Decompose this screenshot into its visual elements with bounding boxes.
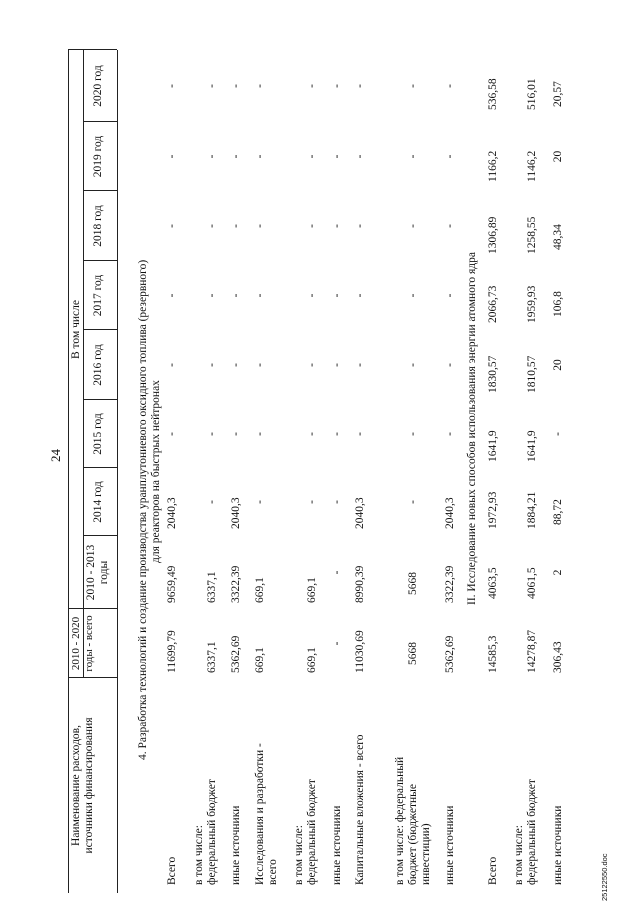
table-top-border — [68, 50, 69, 893]
table-cell: 1884,21 — [526, 491, 538, 529]
table-cell: - — [331, 641, 343, 646]
header-name: Наименование расходов, источники финансирования — [70, 717, 95, 854]
table-cell: - — [206, 84, 218, 88]
table-cell: 1972,93 — [487, 491, 499, 529]
table-cell: - — [407, 154, 419, 159]
table-cell: - — [230, 84, 242, 88]
table-cell: - — [331, 84, 343, 88]
table-cell: - — [444, 293, 456, 298]
table-cell: - — [254, 293, 266, 298]
table-cell: 669,1 — [254, 577, 266, 603]
table-cell: 20,57 — [552, 81, 564, 107]
table-cell: - — [407, 432, 419, 436]
table-cell: 88,72 — [552, 499, 564, 525]
table-cell: - — [206, 500, 218, 504]
header-2020: 2020 год — [92, 65, 104, 107]
row-label: иные источники — [552, 805, 564, 885]
table-cell: 9659,49 — [166, 565, 178, 603]
header-2016: 2016 год — [92, 344, 104, 386]
table-cell: - — [552, 432, 564, 436]
table-cell: - — [230, 154, 242, 159]
page-number: 24 — [48, 449, 63, 462]
row-label: иные источники — [331, 805, 343, 885]
table-cell: - — [444, 154, 456, 159]
table-cell: 14585,3 — [487, 635, 499, 673]
table-cell: - — [254, 224, 266, 228]
table-cell: 1306,89 — [487, 216, 499, 254]
table-cell: - — [306, 500, 318, 504]
table-cell: - — [166, 154, 178, 159]
table-cell: - — [354, 84, 366, 88]
row-label: Исследования и разработки - всего — [254, 743, 279, 885]
row-label: иные источники — [444, 805, 456, 885]
table-cell: 8990,39 — [354, 565, 366, 603]
header-bottom-border — [117, 50, 118, 893]
table-cell: - — [254, 363, 266, 367]
table-cell: 669,1 — [306, 577, 318, 603]
header-2015: 2015 год — [92, 413, 104, 455]
table-cell: 1641,9 — [487, 430, 499, 462]
table-cell: 5668 — [407, 642, 419, 665]
table-cell: - — [230, 432, 242, 436]
table-cell: - — [306, 224, 318, 228]
section-4-title: 4. Разработка технологий и создание производства уранплутониевого оксидного топлива (резервного) — [137, 259, 149, 760]
table-cell: - — [166, 363, 178, 367]
table-cell: - — [254, 154, 266, 159]
table-cell: - — [331, 363, 343, 367]
table-cell: 1146,2 — [526, 150, 538, 182]
table-cell: 14278,87 — [526, 629, 538, 673]
table-cell: - — [306, 293, 318, 298]
table-cell: - — [444, 432, 456, 436]
table-cell: 3322,39 — [444, 565, 456, 603]
table-cell: - — [166, 224, 178, 228]
document-id: 25122550.doc — [600, 853, 609, 901]
table-cell: - — [331, 293, 343, 298]
table-cell: 1810,57 — [526, 355, 538, 393]
table-cell: - — [206, 363, 218, 367]
table-cell: 6337,1 — [206, 571, 218, 603]
table-cell: 1166,2 — [487, 150, 499, 182]
table-cell: - — [166, 84, 178, 88]
table-cell: 20 — [552, 359, 564, 371]
table-cell: 2040,3 — [354, 497, 366, 529]
header-2010-2013: 2010 - 2013 годы — [85, 544, 110, 601]
table-cell: - — [166, 432, 178, 436]
header-2019: 2019 год — [92, 135, 104, 178]
table-cell: - — [354, 363, 366, 367]
table-cell: - — [331, 154, 343, 159]
section-4-title-cont: для реакторов на быстрых нейтронах — [150, 380, 162, 563]
table-cell: - — [354, 224, 366, 228]
table-cell: 1959,93 — [526, 285, 538, 323]
row-label: Капитальные вложения - всего — [354, 734, 366, 885]
table-cell: - — [206, 432, 218, 436]
table-cell: - — [331, 224, 343, 228]
table-cell: - — [206, 224, 218, 228]
table-cell: 1830,57 — [487, 355, 499, 393]
table-cell: 5362,69 — [230, 635, 242, 673]
table-cell: - — [407, 84, 419, 88]
table-cell: 6337,1 — [206, 641, 218, 673]
row-label: иные источники — [230, 805, 242, 885]
row-label: в том числе: федеральный бюджет — [193, 779, 218, 885]
header-total: 2010 - 2020 годы - всего — [70, 615, 95, 672]
row-label: в том числе: федеральный бюджет (бюджетные инвестиции) — [394, 756, 432, 885]
table-cell: - — [354, 154, 366, 159]
table-cell: 11030,69 — [354, 630, 366, 673]
header-2017: 2017 год — [92, 274, 104, 317]
table-cell: - — [206, 154, 218, 159]
table-cell: 2 — [552, 569, 564, 576]
row-label: в том числе: федеральный бюджет — [293, 779, 318, 885]
table-cell: 3322,39 — [230, 565, 242, 603]
table-cell: - — [444, 84, 456, 88]
table-cell: - — [407, 224, 419, 228]
table-cell: 1258,55 — [526, 216, 538, 254]
table-cell: 2040,3 — [166, 497, 178, 529]
table-cell: 5362,69 — [444, 635, 456, 673]
table-cell: - — [254, 500, 266, 504]
table-cell: 2040,3 — [444, 497, 456, 529]
table-cell: - — [444, 224, 456, 228]
table-cell: 1641,9 — [526, 430, 538, 462]
table-cell: - — [306, 363, 318, 367]
table-cell: - — [306, 432, 318, 436]
section-2-title: II. Исследование новых способов использования энергии атомного ядра — [466, 252, 478, 605]
table-cell: 669,1 — [306, 647, 318, 673]
table-cell: 5668 — [407, 572, 419, 595]
table-cell: - — [407, 363, 419, 367]
table-cell: - — [354, 432, 366, 436]
table-cell: 4061,5 — [526, 567, 538, 599]
table-cell: - — [230, 363, 242, 367]
header-sub-border — [83, 50, 84, 678]
table-cell: - — [254, 84, 266, 88]
header-2018: 2018 год — [92, 205, 104, 247]
table-cell: - — [331, 432, 343, 436]
table-cell: - — [230, 224, 242, 228]
table-cell: - — [354, 293, 366, 298]
table-cell: 2066,73 — [487, 285, 499, 323]
table-cell: - — [306, 154, 318, 159]
table-cell: - — [306, 84, 318, 88]
row-label: Всего — [487, 856, 499, 885]
table-cell: 106,8 — [552, 291, 564, 317]
header-in-that-number: В том числе — [70, 300, 82, 359]
table-cell: 536,58 — [487, 78, 499, 110]
table-cell: 516,01 — [526, 78, 538, 110]
table-cell: 2040,3 — [230, 497, 242, 529]
table-cell: - — [444, 363, 456, 367]
table-cell: - — [230, 293, 242, 298]
table-cell: 4063,5 — [487, 567, 499, 599]
row-label: Всего — [166, 856, 178, 885]
table-cell: - — [166, 293, 178, 298]
table-cell: - — [407, 500, 419, 504]
table-cell: 669,1 — [254, 647, 266, 673]
table-cell: 48,34 — [552, 224, 564, 250]
table-cell: - — [407, 293, 419, 298]
table-cell: - — [206, 293, 218, 298]
table-cell: - — [254, 432, 266, 436]
table-cell: - — [331, 500, 343, 504]
table-cell: 306,43 — [552, 641, 564, 673]
table-cell: 20 — [552, 150, 564, 163]
header-2014: 2014 год — [92, 481, 104, 523]
row-label: в том числе: федеральный бюджет — [513, 779, 538, 885]
table-cell: - — [331, 570, 343, 575]
table-cell: 11699,79 — [166, 630, 178, 673]
